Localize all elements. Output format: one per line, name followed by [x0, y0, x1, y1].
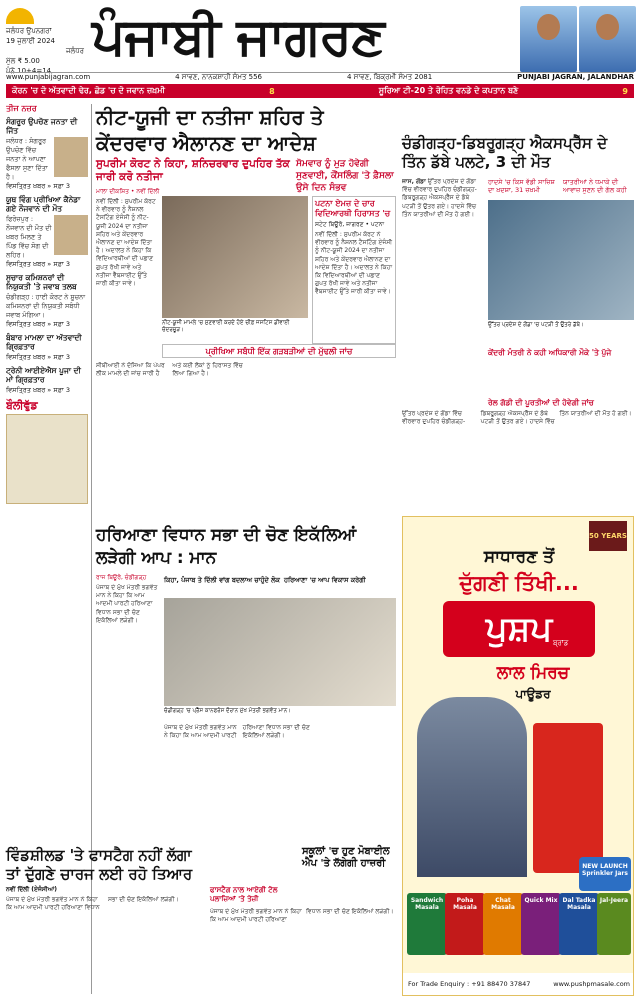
article-body: ਨਵੀਂ ਦਿੱਲੀ : ਸੁਪਰੀਮ ਕੋਰਟ ਨੇ ਵੀਰਵਾਰ ਨੂੰ ਨੈਸ਼ਨਲ ਟੈਸਟਿੰਗ ਏਜੰਸੀ ਨੂੰ ਨੀਟ-ਯੂਜੀ 2024 ਦਾ ਨਤੀਜਾ ਸ਼ਹਿਰ ਅਤੇ ਕੇਂਦਰਵਾਰ ਐਲਾਨਣ ਦਾ ਆਦੇਸ਼ ਦਿੱਤਾ ਹੈ। ਅਦਾਲਤ ਨੇ ਕਿਹਾ ਕਿ ਵਿਦਿਆਰਥੀਆਂ ਦੀ ਪਛਾਣ ਗੁਪਤ ਰੱਖੀ ਜਾਵੇ ਅਤੇ ਨਤੀਜਾ ਵੈੱਬਸਾਈਟ ਉੱਤੇ ਜਾਰੀ ਕੀਤਾ ਜਾਵੇ।	[96, 198, 156, 288]
continued-note[interactable]: ਵਿਸਤ੍ਰਿਤ ਖ਼ਬਰ » ਸਫ਼ਾ 3	[6, 353, 70, 361]
bollywood-label[interactable]: ਬੌਲੀਵੁੱਡ	[6, 399, 38, 412]
ad-footer: For Trade Enquiry : +91 88470 37847 www.pushpmasale.com	[403, 973, 634, 995]
info-strip: www.punjabijagran.com 4 ਸਾਵਣ, ਨਾਨਕਸ਼ਾਹੀ ਸੰਮਤ 556 4 ਸਾਵਣ, ਬਿਕ੍ਰਮੀ ਸੰਮਤ 2081 PUNJABI JAGRAN, JALANDHAR	[6, 73, 634, 81]
continued-note[interactable]: ਵਿਸਤ੍ਰਿਤ ਖ਼ਬਰ » ਸਫ਼ਾ 3	[6, 260, 70, 268]
continued-note[interactable]: ਵਿਸਤ੍ਰਿਤ ਖ਼ਬਰ » ਸਫ਼ਾ 3	[6, 182, 70, 190]
player-photo	[520, 6, 577, 72]
main-subheadline: ਸੁਪਰੀਮ ਕੋਰਟ ਨੇ ਕਿਹਾ, ਸ਼ਨਿਚਰਵਾਰ ਦੁਪਹਿਰ ਤੱਕ ਜਾਰੀ ਕਰੋ ਨਤੀਜਾ	[96, 158, 290, 183]
news-ticker	[6, 84, 634, 98]
fastag-note: ਫਾਸਟੈਗ ਨਾਲ ਆਏਗੀ ਟੋਲ ਪਲਾਜ਼ਿਆਂ 'ਤੇ ਤੇਜ਼ੀ	[210, 886, 278, 903]
sub-headline: ਕੇਂਦਰੀ ਮੰਤਰੀ ਨੇ ਕਹੀ ਅਧਿਕਾਰੀ ਮੌਕੇ 'ਤੇ ਪੁੱਜੇ	[488, 348, 612, 357]
masala-pack: Jal-Jeera	[597, 893, 631, 955]
cricketer-photos	[520, 6, 636, 72]
brief-photo	[54, 137, 88, 177]
court-photo	[162, 196, 308, 318]
haryana-point: ਕਿਹਾ, ਪੰਜਾਬ ਤੇ ਦਿੱਲੀ ਵਾਂਗ ਬਦਲਾਅ ਚਾਹੁੰਦੇ ਲੋਕ	[164, 576, 280, 584]
continued-note[interactable]: ਵਿਸਤ੍ਰਿਤ ਖ਼ਬਰ » ਸਫ਼ਾ 3	[6, 320, 70, 328]
byline: ਮਾਲਾ ਦੀਕਸ਼ਿਤ • ਨਵੀਂ ਦਿੱਲੀ	[96, 188, 160, 195]
masala-pack: Poha Masala	[445, 893, 485, 955]
photo-caption: ਚੰਡੀਗੜ੍ਹ 'ਚ ਪ੍ਰੈੱਸ ਕਾਨਫਰੰਸ ਦੌਰਾਨ ਮੁੱਖ ਮੰਤਰੀ ਭਗਵੰਤ ਮਾਨ।	[164, 708, 291, 714]
box-headline: ਪ੍ਰੀਖਿਆ ਸਬੰਧੀ ਇੱਕ ਗੜਬੜੀਆਂ ਦੀ ਮੁੱਢਲੀ ਜਾਂਚ	[162, 344, 396, 358]
train-body: ਜਾਸ, ਗੋਂਡਾ ਉੱਤਰ ਪ੍ਰਦੇਸ਼ ਦੇ ਗੋਂਡਾ ਵਿੱਚ ਵੀਰਵਾਰ ਦੁਪਹਿਰ ਚੰਡੀਗੜ੍ਹ-ਡਿਬਰੂਗੜ੍ਹ ਐਕਸਪ੍ਰੈੱਸ ਦੇ ਡੱਬੇ ਪਟੜੀ ਤੋਂ ਉਤਰ ਗਏ। ਹਾਦਸੇ ਵਿੱਚ ਤਿੰਨ ਯਾਤਰੀਆਂ ਦੀ ਮੌਤ ਹੋ ਗਈ।	[402, 178, 477, 218]
product-type: ਪਾਊਡਰ	[515, 687, 551, 701]
haryana-headline[interactable]: ਹਰਿਆਣਾ ਵਿਧਾਨ ਸਭਾ ਦੀ ਚੋਣ ਇਕੱਲਿਆਂ ਲੜੇਗੀ ਆਪ : ਮਾਨ	[96, 525, 357, 568]
haryana-body-cont: ਪੰਜਾਬ ਦੇ ਮੁੱਖ ਮੰਤਰੀ ਭਗਵੰਤ ਮਾਨ ਨੇ ਕਿਹਾ ਕਿ ਆਮ ਆਦਮੀ ਪਾਰਟੀ ਹਰਿਆਣਾ ਵਿਧਾਨ ਸਭਾ ਦੀ ਚੋਣ ਇਕੱਲਿਆਂ ਲੜੇਗੀ।	[164, 724, 310, 740]
masthead-info: ਜਲੰਧਰ ਉਪਨਗਰਾਂ 19 ਜੁਲਾਈ 2024 ਜਲੰਧਰ ਮੁੱਲ ₹ 5.00 ਪੰਨੇ 10+4=14	[6, 8, 84, 76]
ticker-item[interactable]: ਸੂਰਿਆ ਟੀ-20 ਤੇ ਰੋਹਿਤ ਵਨਡੇ ਦੇ ਕਪਤਾਨ ਬਣੇ	[378, 86, 519, 95]
haryana-body: ਪੰਜਾਬ ਦੇ ਮੁੱਖ ਮੰਤਰੀ ਭਗਵੰਤ ਮਾਨ ਨੇ ਕਿਹਾ ਕਿ ਆਮ ਆਦਮੀ ਪਾਰਟੀ ਹਰਿਆਣਾ ਵਿਧਾਨ ਸਭਾ ਦੀ ਚੋਣ ਇਕੱਲਿਆਂ ਲੜੇਗੀ।	[96, 584, 158, 624]
brief-headline[interactable]: ਸੰਗਰੂਰ ਉਪਚੋਣ ਜਨਤਾ ਦੀ ਜਿੱਤ	[6, 117, 78, 135]
ad-tagline: ਦੁੱਗਣੀ ਤਿੱਖੀ...	[459, 571, 579, 595]
left-news-column: ਤੀਜ ਨਜ਼ਰ ਸੰਗਰੂਰ ਉਪਚੋਣ ਜਨਤਾ ਦੀ ਜਿੱਤ ਜਲੰਧਰ : ਸੰਗਰੂਰ ਉਪਚੋਣ ਵਿੱਚ ਜਨਤਾ ਨੇ ਆਪਣਾ ਫੈਸਲਾ ਸੁਣਾ ਦਿੱਤਾ ਹੈ। ਵਿਸਤ੍ਰਿਤ ਖ਼ਬਰ » ਸਫ਼ਾ 3 ਯੂਥ ਵਿੰਗ ਪ੍ਰੀਖਿਆ ਕੈਨੇਡਾ ਗਏ ਨੌਜਵਾਨ ਦੀ ਮੌਤ ਫਿਰੋਜ਼ਪੁਰ : ਨੌਜਵਾਨ ਦੀ ਮੌਤ ਦੀ ਖ਼ਬਰ ਮਿਲਣ ਤੇ ਪਿੰਡ ਵਿੱਚ ਸੋਗ ਦੀ ਲਹਿਰ। ਵਿਸਤ੍ਰਿਤ ਖ਼ਬਰ » ਸਫ਼ਾ 3 ਸੁਚਾਰ ਕਮਿਸ਼ਨਰਾਂ ਦੀ ਨਿਯੁਕਤੀ 'ਤੇ ਜਵਾਬ ਤਲਬ ਚੰਡੀਗੜ੍ਹ : ਹਾਈ ਕੋਰਟ ਨੇ ਸੂਚਨਾ ਕਮਿਸ਼ਨਰਾਂ ਦੀ ਨਿਯੁਕਤੀ ਸਬੰਧੀ ਜਵਾਬ ਮੰਗਿਆ। ਵਿਸਤ੍ਰਿਤ ਖ਼ਬਰ » ਸਫ਼ਾ 3 ਬੰਬਾਰ ਮਾਮਲਾ ਦਾ ਅੱਤਵਾਦੀ ਗ੍ਰਿਫ਼ਤਾਰ ਵਿਸਤ੍ਰਿਤ ਖ਼ਬਰ » ਸਫ਼ਾ 3 ਟ੍ਰੇਨੀ ਆਈਏਐਸ ਪੂਜਾ ਦੀ ਮਾਂ ਗ੍ਰਿਫ਼ਤਾਰ ਵਿਸਤ੍ਰਿਤ ਖ਼ਬਰ » ਸਫ਼ਾ 3 ਬੌਲੀਵੁੱਡ	[6, 104, 92, 994]
main-headline[interactable]: ਨੀਟ-ਯੂਜੀ ਦਾ ਨਤੀਜਾ ਸ਼ਹਿਰ ਤੇ ਕੇਂਦਰਵਾਰ ਐਲਾਨਣ ਦਾ ਆਦੇਸ਼	[96, 105, 324, 155]
train-bullets: ਹਾਦਸੇ 'ਚ ਕਿਸ ਵੱਡੀ ਸਾਜ਼ਿਸ਼ ਦਾ ਖ਼ਦਸ਼ਾ, 31 ਜ਼ਖ਼ਮੀ ਯਾਤਰੀਆਂ ਨੇ ਧਮਾਕੇ ਦੀ ਆਵਾਜ਼ ਸੁਣਨ ਦੀ ਗੱਲ ਕਹੀ	[488, 178, 627, 194]
brand-logo: ਪੁਸ਼ਪ	[443, 601, 595, 657]
brief-headline[interactable]: ਟ੍ਰੇਨੀ ਆਈਏਐਸ ਪੂਜਾ ਦੀ ਮਾਂ ਗ੍ਰਿਫ਼ਤਾਰ	[6, 366, 81, 384]
ticker-page: 9	[622, 86, 628, 96]
press-conference-photo	[164, 598, 396, 706]
pushp-advert[interactable]: 50 YEARS ਸਾਧਾਰਣ ਤੋਂ ਦੁੱਗਣੀ ਤਿੱਖੀ... ਪੁਸ਼ਪ ਬ੍ਰਾਂਡ ਲਾਲ ਮਿਰਚ ਪਾਊਡਰ NEW LAUNCH Sprinkler Jars Sandwich Masala Poha Masala Chat Masala Quick Mix Dal Tadka Masala Jal-Jeera For Trade Enquiry : +91 88470 37847 www.pushpmasale.com	[402, 516, 634, 996]
train-headline[interactable]: ਚੰਡੀਗੜ੍ਹ-ਡਿਬਰੂਗੜ੍ਹ ਐਕਸਪ੍ਰੈੱਸ ਦੇ ਤਿੰਨ ਡੱਬੇ ਪਲਟੇ, 3 ਦੀ ਮੌਤ	[402, 134, 608, 171]
chilli-pack	[533, 723, 603, 873]
masala-pack: Quick Mix	[521, 893, 561, 955]
haryana-point: ਹਰਿਆਣਾ 'ਚ ਆਪ ਵਿਕਾਸ ਕਰੇਗੀ	[284, 576, 366, 584]
anniversary-badge: 50 YEARS	[589, 521, 627, 551]
train-body-cont: ਉੱਤਰ ਪ੍ਰਦੇਸ਼ ਦੇ ਗੋਂਡਾ ਵਿੱਚ ਵੀਰਵਾਰ ਦੁਪਹਿਰ ਚੰਡੀਗੜ੍ਹ-ਡਿਬਰੂਗੜ੍ਹ ਐਕਸਪ੍ਰੈੱਸ ਦੇ ਡੱਬੇ ਪਟੜੀ ਤੋਂ ਉਤਰ ਗਏ। ਹਾਦਸੇ ਵਿੱਚ ਤਿੰਨ ਯਾਤਰੀਆਂ ਦੀ ਮੌਤ ਹੋ ਗਈ।	[402, 410, 632, 426]
school-headline[interactable]: ਸਕੂਲਾਂ 'ਚ ਹੁਣ ਮੋਬਾਈਲ ਐਪ 'ਤੇ ਲੱਗੇਗੀ ਹਾਜ਼ਰੀ	[302, 846, 390, 869]
side-advert[interactable]	[6, 414, 88, 504]
side-subheadline: ਸੋਮਵਾਰ ਨੂੰ ਮੁੜ ਹੋਵੇਗੀ ਸੁਣਵਾਈ, ਕੌਂਸਲਿੰਗ 'ਤੇ ਫ਼ੈਸਲਾ ਉਸੇ ਦਿਨ ਸੰਭਵ	[296, 159, 394, 193]
fastag-body: ਪੰਜਾਬ ਦੇ ਮੁੱਖ ਮੰਤਰੀ ਭਗਵੰਤ ਮਾਨ ਨੇ ਕਿਹਾ ਕਿ ਆਮ ਆਦਮੀ ਪਾਰਟੀ ਹਰਿਆਣਾ ਵਿਧਾਨ ਸਭਾ ਦੀ ਚੋਣ ਇਕੱਲਿਆਂ ਲੜੇਗੀ।	[6, 896, 179, 912]
brief-headline[interactable]: ਯੂਥ ਵਿੰਗ ਪ੍ਰੀਖਿਆ ਕੈਨੇਡਾ ਗਏ ਨੌਜਵਾਨ ਦੀ ਮੌਤ	[6, 195, 81, 213]
students-box: ਪਟਨਾ ਏਮਜ਼ ਦੇ ਚਾਰ ਵਿਦਿਆਰਥੀ ਹਿਰਾਸਤ 'ਚ ਸਟੇਟ ਬਿਊਰੋ, ਜਾਗਰਣ • ਪਟਨਾ ਨਵੀਂ ਦਿੱਲੀ : ਸੁਪਰੀਮ ਕੋਰਟ ਨੇ ਵੀਰਵਾਰ ਨੂੰ ਨੈਸ਼ਨਲ ਟੈਸਟਿੰਗ ਏਜੰਸੀ ਨੂੰ ਨੀਟ-ਯੂਜੀ 2024 ਦਾ ਨਤੀਜਾ ਸ਼ਹਿਰ ਅਤੇ ਕੇਂਦਰਵਾਰ ਐਲਾਨਣ ਦਾ ਆਦੇਸ਼ ਦਿੱਤਾ ਹੈ। ਅਦਾਲਤ ਨੇ ਕਿਹਾ ਕਿ ਵਿਦਿਆਰਥੀਆਂ ਦੀ ਪਛਾਣ ਗੁਪਤ ਰੱਖੀ ਜਾਵੇ ਅਤੇ ਨਤੀਜਾ ਵੈੱਬਸਾਈਟ ਉੱਤੇ ਜਾਰੀ ਕੀਤਾ ਜਾਵੇ।	[312, 196, 396, 344]
train-accident-photo	[488, 200, 634, 320]
ad-tagline: ਸਾਧਾਰਣ ਤੋਂ	[483, 547, 555, 567]
article-body-cont: ਸੀਬੀਆਈ ਨੇ ਦੱਸਿਆ ਕਿ ਪੇਪਰ ਲੀਕ ਮਾਮਲੇ ਦੀ ਜਾਂਚ ਜਾਰੀ ਹੈ ਅਤੇ ਕਈ ਲੋਕਾਂ ਨੂੰ ਹਿਰਾਸਤ ਵਿੱਚ ਲਿਆ ਗਿਆ ਹੈ।	[96, 362, 243, 378]
newspaper-title: ਪੰਜਾਬੀ ਜਾਗਰਣ	[92, 6, 384, 67]
ticker-page: 8	[269, 86, 275, 96]
new-launch-badge: NEW LAUNCH Sprinkler Jars	[579, 857, 631, 891]
brief-headline[interactable]: ਸੁਚਾਰ ਕਮਿਸ਼ਨਰਾਂ ਦੀ ਨਿਯੁਕਤੀ 'ਤੇ ਜਵਾਬ ਤਲਬ	[6, 273, 77, 291]
photo-caption: ਉੱਤਰ ਪ੍ਰਦੇਸ਼ ਦੇ ਗੋਂਡਾ 'ਚ ਪਟੜੀ ਤੋਂ ਉਤਰੇ ਡੱਬੇ।	[488, 322, 584, 328]
section-tag: ਤੀਜ ਨਜ਼ਰ	[6, 104, 37, 113]
byline: ਰਾਜ ਬਿਊਰੋ, ਚੰਡੀਗੜ੍ਹ	[96, 574, 147, 581]
brand-ambassador-photo	[417, 697, 527, 877]
website-link[interactable]: www.punjabijagran.com	[6, 73, 91, 81]
brief-headline[interactable]: ਬੰਬਾਰ ਮਾਮਲਾ ਦਾ ਅੱਤਵਾਦੀ ਗ੍ਰਿਫ਼ਤਾਰ	[6, 333, 82, 351]
photo-caption: ਨੀਟ-ਯੂਜੀ ਮਾਮਲੇ 'ਚ ਸੁਣਵਾਈ ਕਰਦੇ ਹੋਏ ਚੀਫ਼ ਜਸਟਿਸ ਡੀਵਾਈ ਚੰਦਰਚੂੜ।	[162, 320, 290, 333]
byline: ਨਵੀਂ ਦਿੱਲੀ (ਏਜੰਸੀਆਂ)	[6, 886, 57, 893]
continued-note[interactable]: ਵਿਸਤ੍ਰਿਤ ਖ਼ਬਰ » ਸਫ਼ਾ 3	[6, 386, 70, 394]
sun-logo-icon	[6, 8, 34, 24]
fastag-headline[interactable]: ਵਿੰਡਸ਼ੀਲਡ 'ਤੇ ਫਾਸਟੈਗ ਨਹੀਂ ਲੱਗਾ ਤਾਂ ਦੁੱਗਣੇ ਚਾਰਜ ਲਈ ਰਹੋ ਤਿਆਰ	[6, 846, 193, 883]
school-body: ਪੰਜਾਬ ਦੇ ਮੁੱਖ ਮੰਤਰੀ ਭਗਵੰਤ ਮਾਨ ਨੇ ਕਿਹਾ ਕਿ ਆਮ ਆਦਮੀ ਪਾਰਟੀ ਹਰਿਆਣਾ ਵਿਧਾਨ ਸਭਾ ਦੀ ਚੋਣ ਇਕੱਲਿਆਂ ਲੜੇਗੀ।	[210, 908, 394, 924]
sub-headline: ਰੇਲ ਗੱਡੀ ਦੀ ਪੂਰਤੀਆਂ ਦੀ ਹੋਵੇਗੀ ਜਾਂਚ	[488, 398, 594, 407]
product-name: ਲਾਲ ਮਿਰਚ	[496, 663, 570, 683]
ad-website[interactable]: www.pushpmasale.com	[553, 980, 630, 988]
player-photo	[579, 6, 636, 72]
masala-pack: Dal Tadka Masala	[559, 893, 599, 955]
masala-pack: Sandwich Masala	[407, 893, 447, 955]
brief-photo	[54, 215, 88, 255]
ticker-item[interactable]: ਕੋਰਨ 'ਚ ਦੋ ਅੱਤਵਾਦੀ ਢੇਰ, ਛੋਡ 'ਚ ਦੋ ਜਵਾਨ ਜ਼ਖ਼ਮੀ	[12, 86, 165, 95]
masala-pack: Chat Masala	[483, 893, 523, 955]
